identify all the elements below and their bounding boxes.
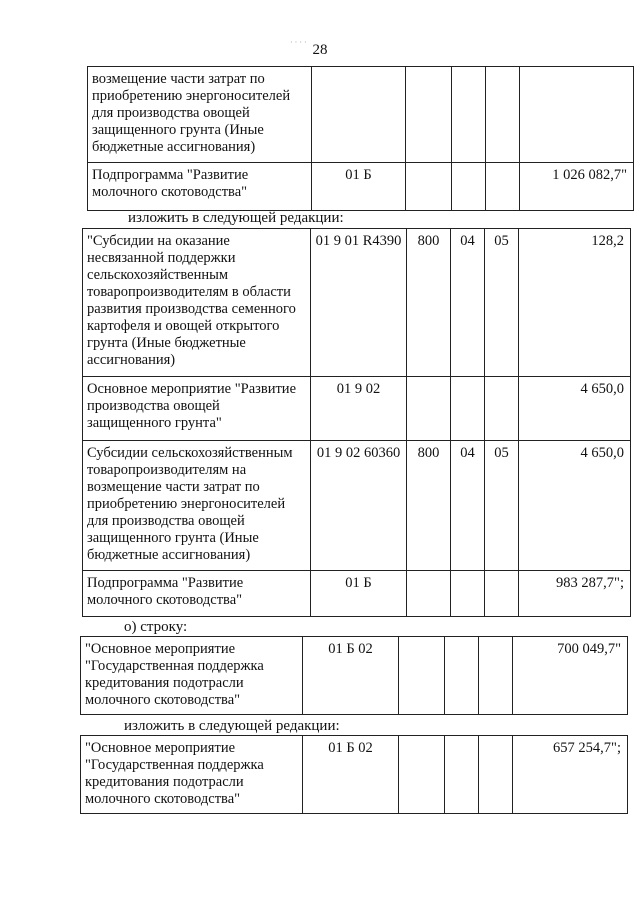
row-vr [407,377,451,441]
row-code: 01 9 01 R4390 [311,229,407,377]
table-row [83,229,631,377]
row-rz: 04 [451,229,485,377]
row-vr [406,163,452,211]
row-rz [445,637,479,715]
row-pr [486,67,520,163]
row-vr: 800 [407,441,451,571]
table-row [83,377,631,441]
row-code: 01 Б 02 [303,637,399,715]
row-vr [406,67,452,163]
table-row [88,163,634,211]
scan-mark: · · · · [290,38,307,47]
table-row [81,637,628,715]
instruction-heading: о) строку: [124,619,188,635]
row-sum: 983 287,7"; [519,571,631,617]
row-code: 01 Б 02 [303,736,399,814]
row-name: "Субсидии на оказание несвязанной поддержки сельскохозяйственным товаропроизводителям в области развития производства семенного картофеля и овощей открытого грунта (Иные бюджетные ассигнования) [83,229,311,377]
table-row [88,67,634,163]
row-name: Подпрограмма "Развитие молочного скотоводства" [83,571,311,617]
row-pr: 05 [485,441,519,571]
row-sum: 700 049,7" [513,637,628,715]
budget-table-new-edition [82,228,631,617]
row-code: 01 Б [312,163,406,211]
page-number: 28 [312,42,328,58]
row-sum [520,67,634,163]
budget-table-new-row [80,735,628,814]
row-sum: 4 650,0 [519,441,631,571]
budget-table-continued [87,66,634,211]
row-name: Подпрограмма "Развитие молочного скотоводства" [88,163,312,211]
row-rz [451,571,485,617]
row-pr [479,736,513,814]
row-name: Субсидии сельскохозяйственным товаропроизводителям на возмещение части затрат по приобретению энергоносителей для производства овощей защищенного грунта (Иные бюджетные ассигнования) [83,441,311,571]
row-code [312,67,406,163]
row-sum: 128,2 [519,229,631,377]
row-pr [479,637,513,715]
row-pr [485,571,519,617]
table-row [81,736,628,814]
row-rz: 04 [451,441,485,571]
instruction-heading: изложить в следующей редакции: [128,210,344,226]
row-sum: 4 650,0 [519,377,631,441]
row-name: "Основное мероприятие "Государственная поддержка кредитования подотрасли молочного скотоводства" [81,637,303,715]
row-sum: 1 026 082,7" [520,163,634,211]
row-vr [399,736,445,814]
instruction-heading: изложить в следующей редакции: [124,718,340,734]
row-code: 01 9 02 [311,377,407,441]
row-vr: 800 [407,229,451,377]
row-name: возмещение части затрат по приобретению энергоносителей для производства овощей защищенного грунта (Иные бюджетные ассигнования) [88,67,312,163]
row-rz [445,736,479,814]
row-name: "Основное мероприятие "Государственная поддержка кредитования подотрасли молочного скотоводства" [81,736,303,814]
table-row [83,441,631,571]
row-rz [452,67,486,163]
row-code: 01 9 02 60360 [311,441,407,571]
row-sum: 657 254,7"; [513,736,628,814]
row-rz [451,377,485,441]
table-row [83,571,631,617]
row-vr [407,571,451,617]
row-pr: 05 [485,229,519,377]
row-code: 01 Б [311,571,407,617]
row-pr [486,163,520,211]
row-name: Основное мероприятие "Развитие производства овощей защищенного грунта" [83,377,311,441]
row-vr [399,637,445,715]
row-rz [452,163,486,211]
budget-table-old-row [80,636,628,715]
row-pr [485,377,519,441]
